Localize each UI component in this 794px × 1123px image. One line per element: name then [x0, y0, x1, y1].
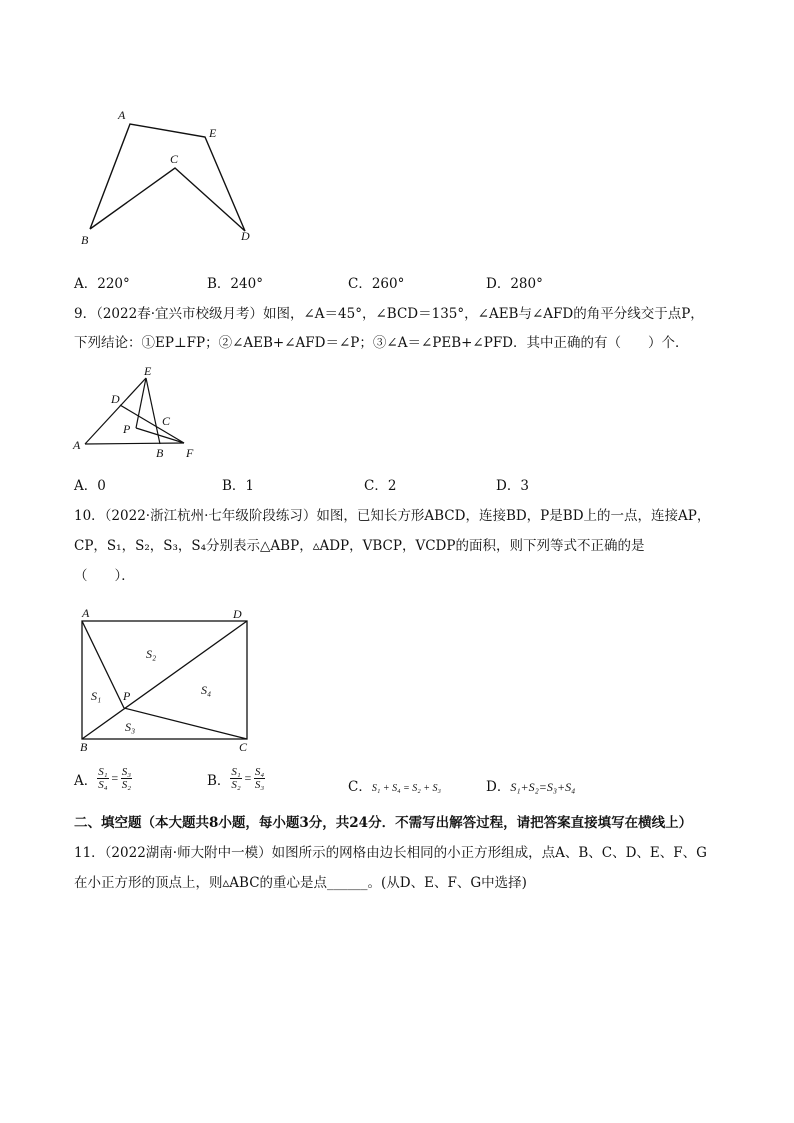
q9-stem-line1: 9．（2022春·宜兴市校级月考）如图，∠A＝45°，∠BCD＝135°，∠AEB与∠AFD的角平分线交于点P， [74, 306, 704, 322]
q10-option-b-lhs-den: S₂ [231, 779, 241, 791]
q10-option-b-rhs [254, 766, 265, 791]
q11-stem-line1: 11．（2022湖南·师大附中一模）如图所示的网格由边长相同的小正方形组成，点A、B、C、D、E、F、G [74, 845, 707, 861]
q10-line-ap [82, 621, 124, 708]
q8-option-a: A．220° [74, 276, 130, 292]
q10-option-a-lhs-num: S₁ [98, 766, 108, 778]
q10-stem-line1: 10．（2022·浙江杭州·七年级阶段练习）如图，已知长方形ABCD，连接BD，P是BD上的一点，连接AP， [74, 508, 711, 524]
q10-option-c-expr: S₁ + S₄ = S₂ + S₃ [371, 783, 441, 794]
q10-label-s3: S₃ [125, 720, 136, 734]
q10-option-b-lhs [230, 766, 241, 791]
fig1-label-e: E [209, 126, 217, 140]
q9-label-d: D [111, 392, 120, 406]
q10-option-a-rhs [121, 766, 132, 791]
q10-label-a: A [82, 606, 90, 620]
q10-option-b-rhs-den: S₃ [254, 779, 265, 791]
q10-option-a-lhs [97, 766, 108, 791]
q11-stem-line2: 在小正方形的顶点上，则▵ABC的重心是点______。(从D、E、F、G中选择) [74, 875, 527, 891]
fig1-label-b: B [81, 233, 89, 247]
q10-option-a: A． $\frac{\text{S₁}}{\text{S₄}}$ = $\frac{\text{S₃}}{\text{S₂}}$ [74, 766, 132, 791]
fig1-label-c: C [170, 152, 179, 166]
q10-stem-line2: CP，S₁，S₂，S₃，S₄分别表示△ABP，▵ADP，VBCP，VCDP的面积，则下列等式不正确的是 [74, 538, 645, 554]
q8-option-c: C．260° [348, 276, 405, 292]
q8-option-d: D．280° [486, 276, 543, 292]
q10-option-b-lhs-num: S₁ [231, 766, 241, 778]
q10-option-b: B． $\frac{\text{S₁}}{\text{S₂}}$ = $\frac{\text{S₄}}{\text{S₃}}$ [207, 766, 265, 791]
section2-heading: 二、填空题（本大题共8小题，每小题3分，共24分．不需写出解答过程，请把答案直接填写在横线上） [74, 815, 693, 831]
q10-option-d-expr: S₁+S₂=S₃+S₄ [510, 780, 576, 794]
q9-label-b: B [156, 446, 164, 460]
q10-stem-line3: （ ）． [74, 568, 135, 584]
q10-label-p: P [123, 689, 131, 703]
fig1-label-a: A [118, 108, 126, 122]
q9-label-e: E [144, 364, 152, 378]
q10-label-c: C [239, 740, 248, 754]
q8-option-b: B．240° [207, 276, 263, 292]
q10-label-b: B [80, 740, 88, 754]
q10-diag-bd [82, 621, 247, 739]
q9-label-a: A [73, 438, 81, 452]
q10-label-s4: S₄ [201, 683, 212, 697]
q10-option-b-prefix: B． [207, 772, 231, 789]
q10-option-b-rhs-num: S₄ [254, 766, 265, 778]
q9-label-c: C [162, 414, 171, 428]
q9-option-a: A．0 [74, 478, 106, 494]
q10-option-d [486, 775, 575, 795]
q10-label-s2: S₂ [146, 647, 157, 661]
q9-label-f: F [186, 446, 194, 460]
q10-label-d: D [233, 607, 242, 621]
q9-label-p: P [123, 422, 131, 436]
q10-label-s1: S₁ [91, 689, 102, 703]
q9-option-d: D．3 [496, 478, 529, 494]
q10-line-cp [124, 708, 247, 739]
q10-option-c-prefix: C． [348, 779, 372, 795]
fig1-label-d: D [241, 229, 250, 243]
q10-option-a-lhs-den: S₄ [98, 779, 108, 791]
q10-option-a-prefix: A． [74, 772, 98, 789]
q9-stem-line2: 下列结论：①EP⊥FP；②∠AEB+∠AFD＝∠P；③∠A＝∠PEB+∠PFD．其中正确的有（ ）个． [74, 335, 689, 351]
q10-option-a-rhs-den: S₂ [121, 779, 132, 791]
q10-option-a-rhs-num: S₃ [121, 766, 132, 778]
q9-option-b: B．1 [222, 478, 255, 494]
q10-option-c [348, 775, 441, 795]
q9-option-c: C．2 [364, 478, 397, 494]
q10-option-d-prefix: D． [486, 779, 511, 795]
